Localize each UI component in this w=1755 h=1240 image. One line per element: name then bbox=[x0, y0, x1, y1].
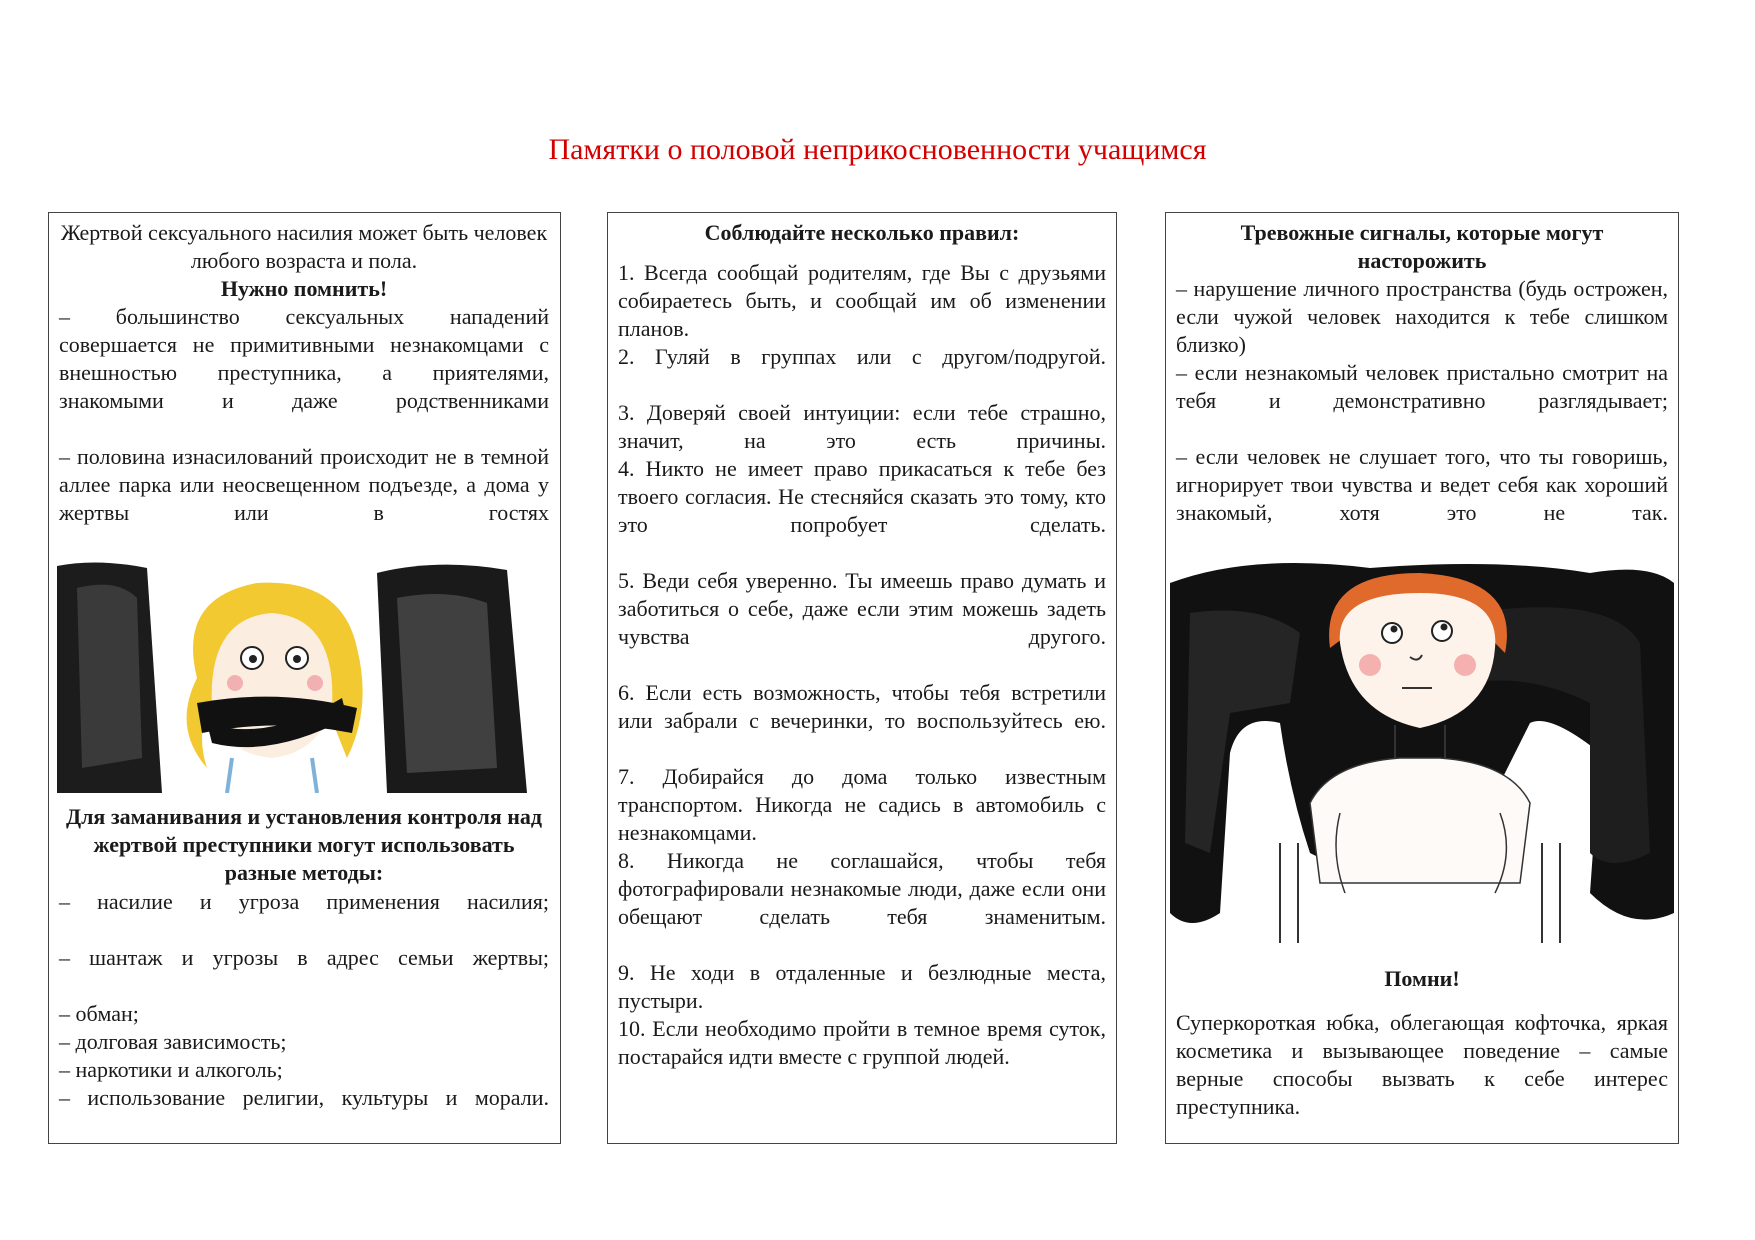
rule-item: 10. Если необходимо пройти в темное время суток, постарайся идти вместе с группой людей. bbox=[618, 1016, 1106, 1069]
gagged-girl-illustration bbox=[57, 558, 551, 793]
rule-item: 1. Всегда сообщай родителям, где Вы с друзьями собираетесь быть, и сообщай им об изменении планов. bbox=[618, 260, 1106, 341]
method-item: – наркотики и алкоголь; bbox=[59, 1057, 283, 1082]
remember-text: Суперкороткая юбка, облегающая кофточка, яркая косметика и вызывающее поведение – самые верные способы вызвать к себе интерес преступника. bbox=[1176, 1010, 1668, 1119]
signals-heading: Тревожные сигналы, которые могут насторожить bbox=[1240, 220, 1604, 273]
rule-item: 8. Никогда не соглашайся, чтобы тебя фотографировали незнакомые люди, даже если они обещают сделать тебя знаменитым. bbox=[618, 848, 1106, 929]
signal-item: – нарушение личного пространства (будь острожен, если чужой человек находится к тебе слишком близко) bbox=[1176, 276, 1668, 357]
page-title: Памятки о половой неприкосновенности учащимся bbox=[548, 133, 1207, 166]
leaflet-panel-victims bbox=[48, 212, 561, 1144]
method-item: – шантаж и угрозы в адрес семьи жертвы; bbox=[59, 945, 549, 970]
rule-item: 6. Если есть возможность, чтобы тебя встретили или забрали с вечеринки, то воспользуйтесь ею. bbox=[618, 680, 1106, 733]
rule-item: 2. Гуляй в группах или с другом/подругой. bbox=[618, 344, 1106, 369]
rule-item: 3. Доверяй своей интуиции: если тебе страшно, значит, на это есть причины. bbox=[618, 400, 1106, 453]
intro-text: Жертвой сексуального насилия может быть человек любого возраста и пола. bbox=[60, 220, 548, 273]
rule-item: 7. Добирайся до дома только известным транспортом. Никогда не садись в автомобиль с незнакомцами. bbox=[618, 764, 1106, 845]
methods-heading: Для заманивания и установления контроля над жертвой преступники могут использовать разные методы: bbox=[65, 804, 543, 885]
scared-boy-illustration bbox=[1170, 553, 1674, 953]
fact-item: – половина изнасилований происходит не в темной аллее парка или неосвещенном подъезде, а дома у жертвы или в гостях bbox=[59, 444, 549, 525]
method-item: – насилие и угроза применения насилия; bbox=[59, 889, 549, 914]
signal-item: – если незнакомый человек пристально смотрит на тебя и демонстративно разглядывает; bbox=[1176, 360, 1668, 413]
remember-heading: Помни! bbox=[1384, 966, 1460, 991]
remember-heading: Нужно помнить! bbox=[220, 276, 388, 301]
method-item: – обман; bbox=[59, 1001, 139, 1026]
fact-item: – большинство сексуальных нападений совершается не примитивными незнакомцами с внешностью преступника, а приятелями, знакомыми и даже родственниками bbox=[59, 304, 549, 413]
rule-item: 4. Никто не имеет право прикасаться к тебе без твоего согласия. Не стесняйся сказать это тому, кто это попробует сделать. bbox=[618, 456, 1106, 537]
rule-item: 5. Веди себя уверенно. Ты имеешь право думать и заботиться о себе, даже если этим можешь задеть чувства другого. bbox=[618, 568, 1106, 649]
method-item: – долговая зависимость; bbox=[59, 1029, 287, 1054]
signal-item: – если человек не слушает того, что ты говоришь, игнорирует твои чувства и ведет себя как хороший знакомый, хотя это не так. bbox=[1176, 444, 1668, 525]
leaflet-panel-warning-signs bbox=[1165, 212, 1679, 1144]
rules-heading: Соблюдайте несколько правил: bbox=[704, 220, 1020, 245]
leaflet-panel-rules bbox=[607, 212, 1117, 1144]
rule-item: 9. Не ходи в отдаленные и безлюдные места, пустыри. bbox=[618, 960, 1106, 1013]
method-item: – использование религии, культуры и морали. bbox=[59, 1085, 549, 1110]
